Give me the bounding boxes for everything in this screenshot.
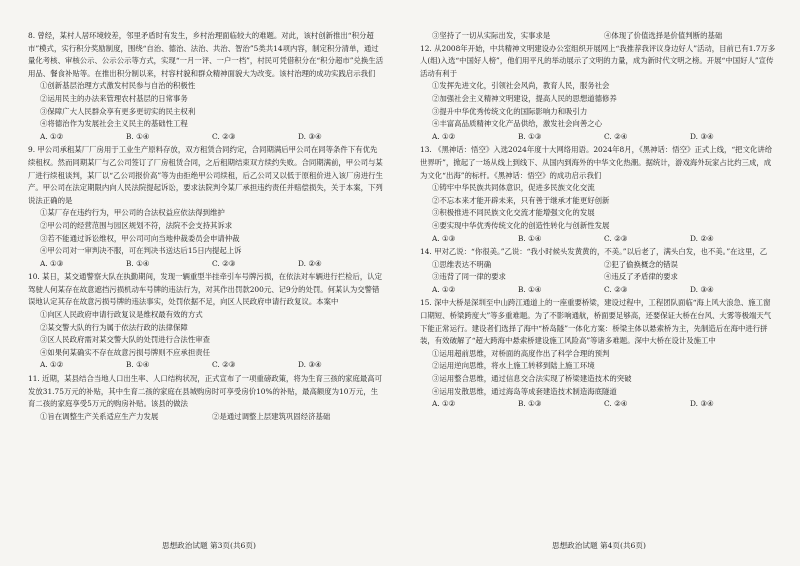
option: ②不忘本来才能开辟未来，只有善于继承才能更好创新 — [432, 195, 610, 205]
left-column — [28, 30, 384, 424]
answer-c: C. ②③ — [604, 233, 628, 243]
answer-a: A. ①② — [40, 131, 64, 141]
answer-row — [420, 284, 776, 297]
answer-b: B. ①③ — [518, 131, 542, 141]
answer-a: A. ①③ — [432, 233, 456, 243]
answer-d: D. ③④ — [690, 399, 714, 409]
option: ④体现了价值选择是价值判断的基础 — [604, 31, 723, 40]
answer-d: D. ③④ — [690, 131, 714, 141]
option-row — [420, 259, 776, 272]
option: ③若不能通过诉讼维权，甲公司可向当地仲裁委员会申请仲裁 — [40, 233, 240, 243]
option: ②运用逆向思维，将水上施工转移到陆上施工环境 — [432, 361, 595, 371]
answer-a: A. ①② — [432, 399, 456, 409]
option: ④丰富高品质精神文化产品供给，激发社会向善之心 — [432, 119, 602, 129]
option-row — [420, 271, 776, 284]
answer-b: B. ①③ — [518, 399, 542, 409]
option: ③运用整合思维，通过信息交合法实现了桥梁建造技术的突破 — [432, 374, 632, 384]
answer-b: B. ①④ — [518, 284, 542, 294]
answer-row — [28, 258, 384, 271]
answer-b: B. ①④ — [126, 258, 150, 268]
question-text: 10. 某日，某交通警察大队在执勤期间，发现一辆重型半挂牵引车号牌污损，在依法对车辆进行拦检后，认定驾驶人何某存在故意遮挡污损机动车号牌的违法行为，对其作出罚款200元、记9分的处罚。何某认为交警错误地认定其存在故意污损号牌的违法事实，处罚依据不足，向区人民政府申请行政复议。本案中 — [28, 272, 383, 307]
option: ③积极推进不同民族文化交流才能增强文化的发展 — [432, 208, 595, 218]
option: ①旨在调整生产关系适应生产力发展 — [40, 411, 159, 421]
answer-c: C. ②④ — [604, 399, 628, 409]
option: ①思维表达不明确 — [432, 259, 492, 269]
answer-row — [420, 398, 776, 411]
option: ①向区人民政府申请行政复议是维权最有效的方式 — [40, 310, 203, 320]
option: ①铸牢中华民族共同体意识，促进多民族文化交流 — [432, 183, 595, 193]
question-text: 9. 甲公司承租某厂厂房用于工业生产原料存放，双方租赁合同约定，合同期满后甲公司在同等条件下有优先续租权。然而同期某厂与乙公司签订了厂房租赁合同，之后租期结束双方续约失败。合同期满前，甲公司与某厂进行续租谈判，某厂以“乙公司报价高”等为由拒绝甲公司续租，后乙公司又以低于原租价进入该厂房进行生产。甲公司在法定期限内向人民法院提起诉讼，要求法院判令某厂承担违约责任并赔偿损失，关于本案，下列说法正确的是 — [28, 145, 383, 205]
question-text: 12. 从2008年开始，中共精神文明建设办公室组织开展网上“我推荐我评议身边好人”活动，目前已有1.7万多人(组)入选“中国好人榜”，他们用平凡的举动展示了文明的力量，成为新时代文明之榜。开展“中国好人”宣传活动有利于 — [420, 43, 776, 78]
answer-a: A. ①② — [432, 131, 456, 141]
answer-a: A. ①② — [40, 360, 64, 370]
answer-c: C. ②③ — [212, 131, 236, 141]
answer-a: A. ①② — [432, 284, 456, 294]
question-12 — [420, 43, 776, 144]
right-column — [420, 30, 776, 412]
option: ③提升中华优秀传统文化的国际影响力和吸引力 — [432, 106, 588, 116]
question-text: 13. 《黑神话：悟空》入选2024年度十大网络用语。2024年8月，《黑神话：悟空》正式上线，“把文化讲给世界听”，掀起了一场从线上到线下、从国内到海外的中华文化热潮。据统计，游戏海外玩家占比约三成，成为文化“出海”的标杆。《黑神话：悟空》的成功启示我们 — [420, 145, 773, 180]
question-text: 11. 近期，某县结合当地人口出生率、人口结构状况，正式宣布了一项重磅政策，将为生育三孩的家庭最高可发放31.75万元的补贴，其中生育二孩的家庭在县城购房时可享受房价10%的补贴，最高额度为10万元，生育二孩的家庭享受5万元的购房补贴。该县的做法 — [28, 374, 383, 409]
answer-b: B. ①④ — [518, 233, 542, 243]
answer-row — [28, 359, 384, 372]
option: ②犯了偷换概念的错误 — [604, 259, 678, 269]
question-text: 8. 曾经，某村人居环境较差，邻里矛盾时有发生，乡村治理面临较大的难题。对此，该村创新推出“积分超市”模式，实行积分奖励制度，围绕“自治、德治、法治、共治、智治”5类共14项内容，制定积分清单，通过量化考核、审核公示、公示公示等方式，实现“一月一评、一户一档”，村民可凭借积分在“积分超市”兑换生活用品、餐食补贴等。在推出积分制以来，村容村貌和群众精神面貌大为改变。该村治理的成功实践启示我们 — [28, 31, 384, 78]
question-text: 15. 深中大桥是深圳至中山跨江通道上的一座重要桥梁，建设过程中，工程团队面临“海上风大浪急、施工窗口期短、桥梁跨度大”等多重难题。为了不影响通航，桥面要足够高，还要保证大桥在台风、大雾等极端天气下能正常运行。建设者们选择了海中“桥岛隧”一体化方案：桥梁主体以悬索桥为主，先制造后在海中进行拼装，有效破解了“超大跨海中悬索桥建设施工风险高”等诸多难题。深中大桥在设计及施工中 — [420, 298, 772, 346]
option: ①运用超前思维，对桥面的高度作出了科学合理的预判 — [432, 348, 610, 358]
option: ①创新基层治理方式激发村民参与自治的积极性 — [40, 81, 196, 91]
option: ④违反了矛盾律的要求 — [604, 272, 678, 282]
question-14 — [420, 246, 776, 296]
page-footer-left: 思想政治试题 第3页(共6页) — [162, 541, 256, 550]
option: ②甲公司的经营范围与园区规划不符，法院不会支持其诉求 — [40, 220, 233, 230]
option: ②某交警大队的行为属于依法行政的法律保障 — [40, 322, 188, 332]
option: ③保障广大人民群众享有更多更切实的民主权利 — [40, 106, 196, 116]
answer-c: C. ②③ — [212, 258, 236, 268]
question-13 — [420, 144, 776, 245]
answer-d: D. ③④ — [298, 131, 322, 141]
page-footer-right: 思想政治试题 第4页(共6页) — [552, 541, 646, 550]
question-11 — [28, 373, 384, 423]
answer-c: C. ②④ — [604, 131, 628, 141]
question-9 — [28, 144, 384, 270]
option: ④如果何某确实不存在故意污损号牌则不应承担责任 — [40, 347, 210, 357]
option: ②运用民主的办法来管理农村基层的日常事务 — [40, 93, 188, 103]
option: ②是通过调整上层建筑巩固经济基础 — [212, 411, 331, 421]
option: ①某厂存在违约行为，甲公司的合法权益应依法得到维护 — [40, 208, 225, 218]
answer-b: B. ①④ — [126, 360, 150, 370]
answer-c: C. ②③ — [212, 360, 236, 370]
answer-row — [420, 233, 776, 246]
question-text: 14. 甲对乙说：“你很美。”乙说：“我小时候头发黄黄的，不美。”以后老了，满头白发，也不美。”在这里，乙 — [420, 247, 768, 257]
answer-d: D. ②④ — [298, 258, 322, 268]
answer-d: D. ③④ — [298, 360, 322, 370]
answer-b: B. ①④ — [126, 131, 150, 141]
answer-row — [420, 131, 776, 144]
option: ④将德治作为发展社会主义民主的基础性工程 — [40, 119, 188, 129]
answer-d: D. ②④ — [690, 233, 714, 243]
option-row — [28, 411, 384, 424]
option: ②加强社会主义精神文明建设，提高人民的思想道德修养 — [432, 93, 617, 103]
answer-c: C. ②③ — [604, 284, 628, 294]
answer-d: D. ③④ — [690, 284, 714, 294]
option: ④甲公司对一审判决不服，可在判决书送达后15日内提起上诉 — [40, 246, 242, 256]
question-10 — [28, 271, 384, 372]
option: ③违背了同一律的要求 — [432, 272, 506, 282]
option-row — [420, 30, 776, 43]
option: ④运用发散思维，通过海岛等成套建造技术制造海底隧道 — [432, 386, 617, 396]
option: ③坚持了一切从实际出发，实事求是 — [432, 31, 551, 40]
option: ①发挥先进文化，引领社会风尚，教育人民，服务社会 — [432, 81, 610, 91]
question-15 — [420, 297, 776, 410]
answer-a: A. ①③ — [40, 258, 64, 268]
answer-row — [28, 131, 384, 144]
question-8 — [28, 30, 384, 143]
option: ④要实现中华优秀传统文化的创造性转化与创新性发展 — [432, 220, 610, 230]
option: ③区人民政府需对某交警大队的处罚进行合法性审查 — [40, 335, 210, 345]
